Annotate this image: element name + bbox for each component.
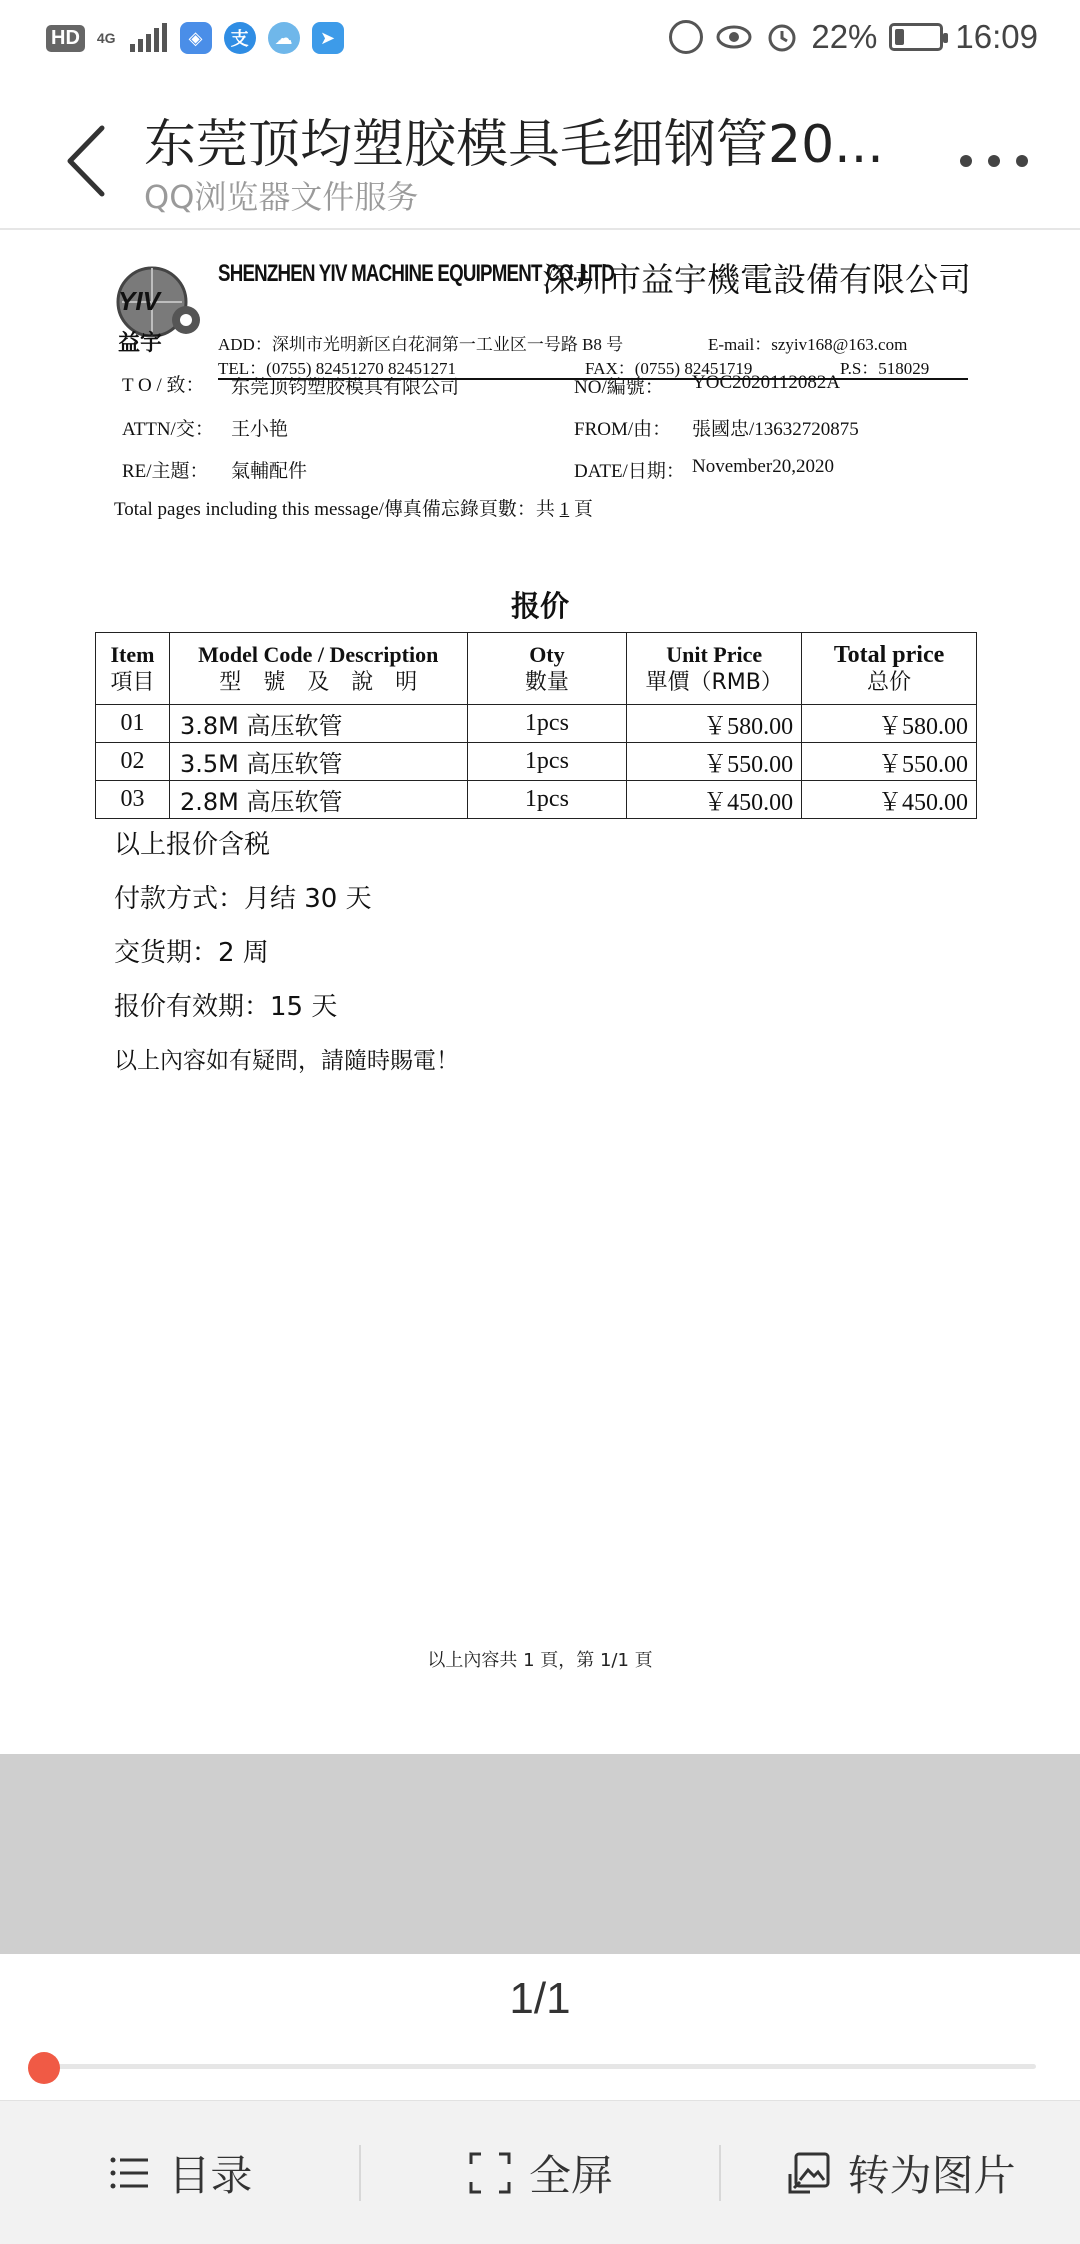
back-arrow-icon — [56, 116, 126, 206]
fullscreen-label: 全屏 — [529, 2150, 614, 2200]
document-page-footer: 以上內容共 1 頁，第 1/1 頁 — [427, 1650, 653, 1671]
shield-app-icon: ◈ — [180, 22, 212, 54]
cell-item: 03 — [96, 781, 170, 819]
quote-notes — [114, 828, 459, 1098]
signal-icon — [128, 22, 168, 54]
page-slider-thumb[interactable] — [28, 2052, 60, 2084]
more-dot-icon — [960, 155, 972, 167]
send-app-icon: ➤ — [312, 22, 344, 54]
convert-to-image-button[interactable] — [721, 2101, 1080, 2244]
more-options-button[interactable] — [960, 146, 1028, 176]
note-validity: 报价有效期：15 天 — [114, 992, 338, 1022]
app-header — [0, 86, 1080, 230]
document-viewer[interactable] — [0, 232, 1080, 1752]
page-navigator — [0, 1954, 1080, 2100]
header-item: Item 項目 — [96, 633, 170, 705]
more-dot-icon — [988, 155, 1000, 167]
re-label: RE/主題： — [122, 461, 209, 482]
cell-item: 02 — [96, 743, 170, 781]
company-fax: FAX：(0755) 82451719 — [585, 359, 753, 378]
cell-total-price: ￥580.00 — [802, 705, 977, 743]
table-row — [96, 743, 977, 781]
toc-label: 目录 — [168, 2150, 253, 2200]
pages-note-suffix: 頁 — [573, 499, 593, 520]
more-dot-icon — [1016, 155, 1028, 167]
data-saver-icon — [669, 20, 703, 54]
note-payment: 付款方式：月结 30 天 — [114, 884, 372, 914]
company-tel: TEL：(0755) 82451270 82451271 — [218, 359, 456, 378]
gear-globe-icon — [108, 260, 208, 360]
no-value: YOC2020112082A — [692, 372, 841, 393]
cell-total-price: ￥450.00 — [802, 781, 977, 819]
from-label: FROM/由： — [574, 419, 672, 440]
cell-item: 01 — [96, 705, 170, 743]
to-label: T O / 致： — [122, 375, 205, 396]
company-logo — [108, 260, 208, 360]
header-description: Model Code / Description 型 號 及 說 明 — [169, 633, 467, 705]
company-name-en: SHENZHEN YIV MACHINE EQUIPMENT CO.,LTD — [218, 260, 615, 287]
to-value: 东莞顶钧塑胶模具有限公司 — [231, 376, 460, 398]
date-value: November20,2020 — [692, 456, 834, 477]
cell-qty: 1pcs — [467, 705, 627, 743]
table-header-row — [96, 633, 977, 705]
note-contact: 以上內容如有疑問，請隨時賜電！ — [114, 1048, 459, 1074]
note-delivery: 交货期：2 周 — [114, 938, 269, 968]
company-email: E-mail：szyiv168@163.com — [708, 335, 908, 354]
page-gap — [0, 1754, 1080, 1954]
total-pages-note — [114, 494, 593, 521]
cell-unit-price: ￥550.00 — [627, 743, 802, 781]
status-right — [669, 18, 1038, 56]
company-address: ADD：深圳市光明新区白花洞第一工业区一号路 B8 号 — [218, 335, 624, 354]
eye-comfort-icon — [715, 22, 753, 52]
page-title: 东莞顶均塑胶模具毛细钢管20... — [144, 115, 884, 175]
page-indicator: 1/1 — [509, 1974, 571, 2023]
cell-description: 3.8M 高压软管 — [169, 705, 467, 743]
cell-qty: 1pcs — [467, 743, 627, 781]
image-convert-icon — [786, 2150, 832, 2196]
alipay-icon: 支 — [224, 22, 256, 54]
cloud-app-icon: ☁ — [268, 22, 300, 54]
fullscreen-icon — [467, 2150, 513, 2196]
letterhead — [108, 254, 971, 378]
cell-qty: 1pcs — [467, 781, 627, 819]
company-name — [218, 260, 971, 299]
pages-note-count: 1 — [559, 499, 570, 520]
network-type: 4G — [96, 30, 116, 46]
attn-value: 王小艳 — [231, 418, 289, 440]
quote-title: 报价 — [510, 589, 569, 623]
logo-cn: 益宇 — [118, 331, 163, 356]
fullscreen-button[interactable] — [361, 2101, 720, 2244]
cell-unit-price: ￥580.00 — [627, 705, 802, 743]
status-bar — [0, 0, 1080, 86]
re-value: 氣輔配件 — [231, 460, 308, 482]
no-label: NO/編號： — [574, 377, 664, 398]
date-label: DATE/日期： — [574, 461, 685, 482]
page-subtitle: QQ浏览器文件服务 — [144, 178, 419, 216]
page-slider-track[interactable] — [44, 2064, 1036, 2069]
pages-note-prefix: Total pages including this message/傳真備忘錄頁數：共 — [114, 499, 555, 520]
battery-icon — [889, 23, 943, 51]
note-tax: 以上报价含税 — [114, 830, 271, 860]
convert-to-image-label: 转为图片 — [847, 2150, 1016, 2200]
list-icon — [106, 2150, 152, 2196]
cell-description: 3.5M 高压软管 — [169, 743, 467, 781]
quote-table — [95, 632, 977, 819]
header-unit-price: Unit Price 單價（RMB） — [627, 633, 802, 705]
header-total-price: Total price 总价 — [802, 633, 977, 705]
bottom-toolbar — [0, 2100, 1080, 2244]
alarm-icon — [765, 20, 799, 54]
header-qty: Oty 數量 — [467, 633, 627, 705]
toc-button[interactable] — [0, 2101, 359, 2244]
company-name-cn: 深圳市益宇機電設備有限公司 — [542, 260, 971, 299]
logo-text: YIV — [118, 286, 160, 316]
company-ps: P.S：518029 — [840, 359, 930, 378]
cell-unit-price: ￥450.00 — [627, 781, 802, 819]
table-row — [96, 705, 977, 743]
table-row — [96, 781, 977, 819]
hd-badge: HD — [46, 25, 85, 52]
clock: 16:09 — [955, 18, 1038, 55]
attn-label: ATTN/交： — [122, 419, 214, 440]
cell-total-price: ￥550.00 — [802, 743, 977, 781]
cell-description: 2.8M 高压软管 — [169, 781, 467, 819]
status-left — [46, 22, 344, 54]
back-button[interactable] — [56, 116, 126, 206]
battery-percent: 22% — [811, 18, 878, 55]
from-value: 張國忠/13632720875 — [692, 419, 859, 440]
